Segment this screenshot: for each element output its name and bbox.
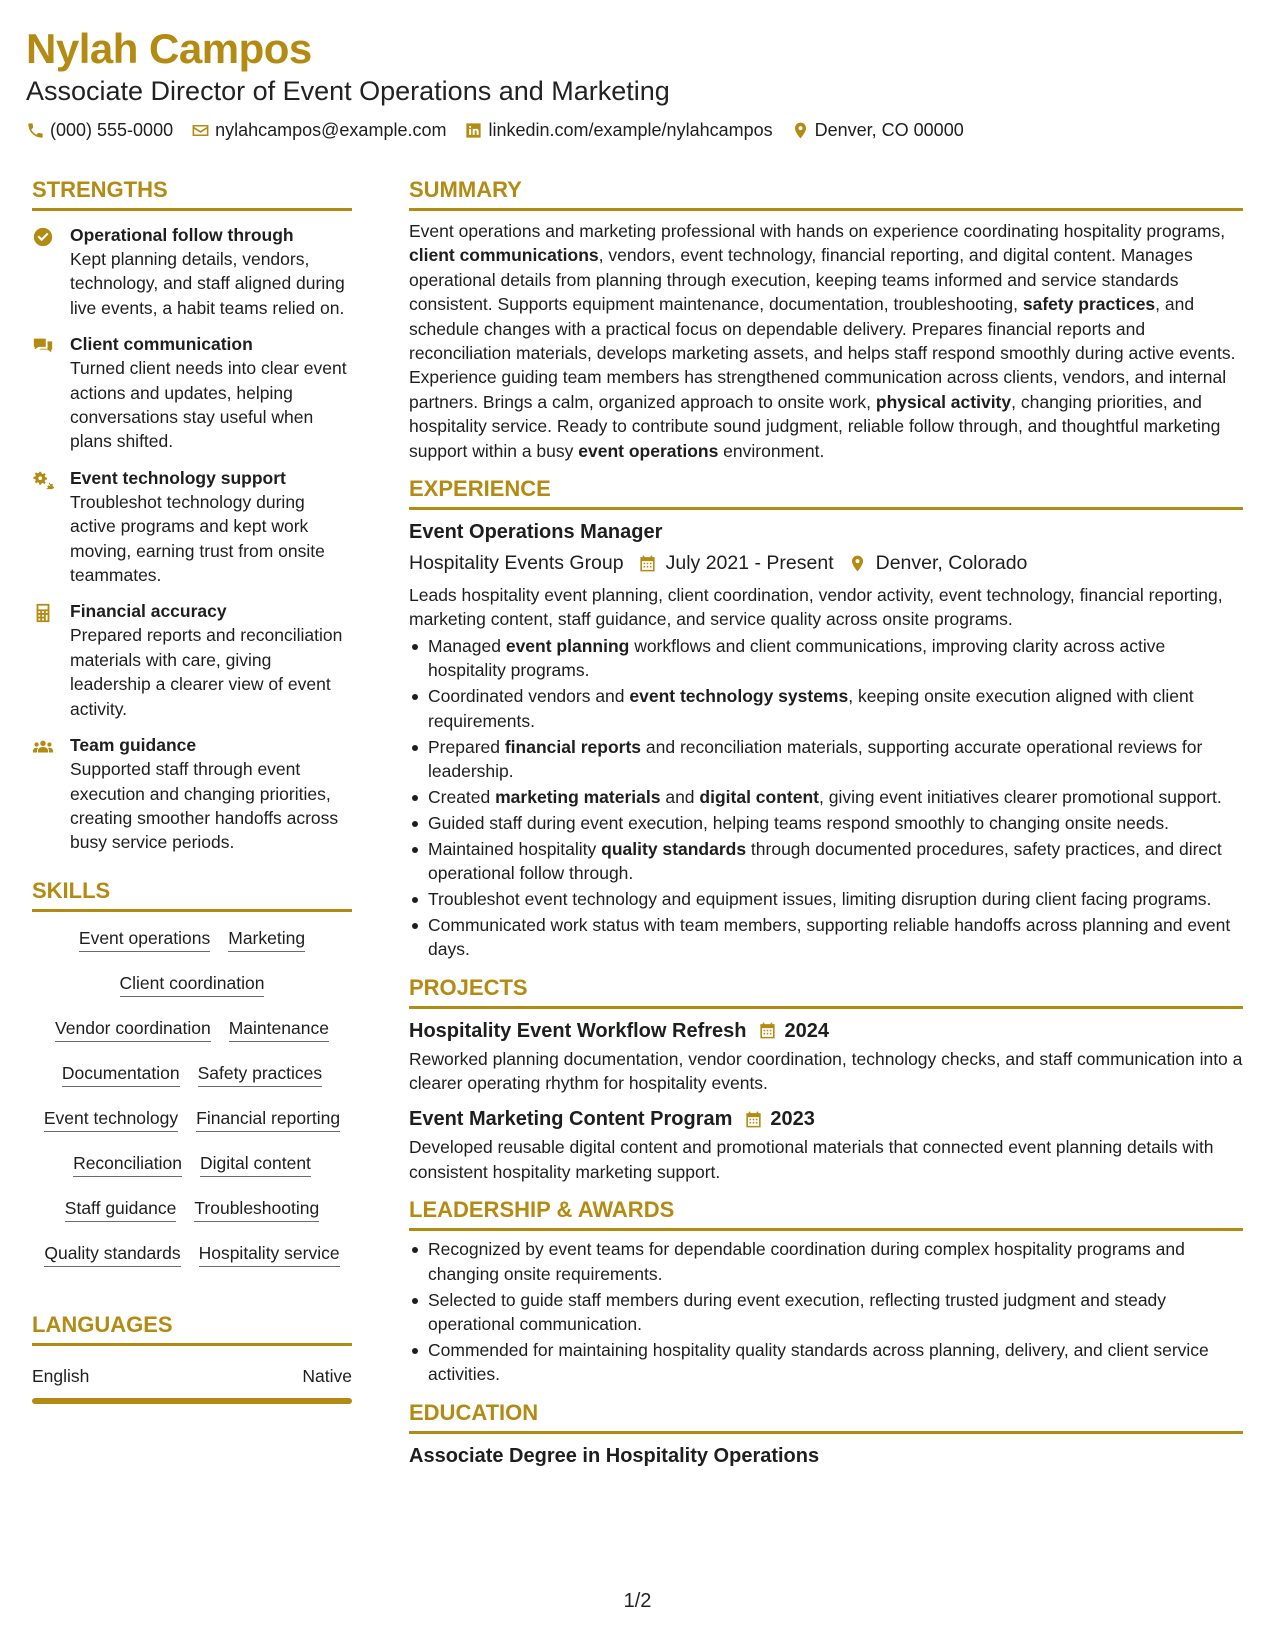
text-run: and — [660, 786, 700, 807]
strength-item — [32, 733, 352, 855]
project-year: 2023 — [770, 1108, 815, 1131]
language-name: English — [32, 1365, 90, 1386]
text-run: , vendors, event technology, financial reporting, and digital content. Manages operational details from planning through execution, keeping teams informed and service standards consistent. Supports equipment maintenance, documentation, troubleshooting, — [409, 245, 1193, 315]
emphasis-text: client communications — [409, 245, 599, 266]
job-bullet — [409, 887, 1243, 911]
candidate-title: Associate Director of Event Operations and Marketing — [26, 76, 670, 106]
project-desc: Developed reusable digital content and promotional materials that connected event planning details with consistent hospitality marketing support. — [409, 1137, 1214, 1182]
project-desc: Reworked planning documentation, vendor coordination, technology checks, and staff communication into a clearer operating rhythm for hospitality events. — [409, 1048, 1243, 1094]
calendar-icon — [638, 554, 657, 573]
skill-tag: Staff guidance — [65, 1196, 177, 1222]
skill-tag: Troubleshooting — [194, 1196, 319, 1222]
contact-phone — [26, 118, 173, 142]
emphasis-text: event operations — [578, 440, 719, 461]
job-bullet — [409, 785, 1243, 809]
language-level: Native — [302, 1365, 352, 1386]
phone-icon — [26, 121, 45, 140]
strength-name: Financial accuracy — [70, 601, 227, 622]
skill-tag: Maintenance — [229, 1016, 329, 1042]
page-indicator: 1/2 — [623, 1590, 652, 1612]
leadership-bullet: Selected to guide staff members during event execution, reflecting trusted judgment and steady operational communication. — [409, 1288, 1243, 1337]
job-company: Hospitality Events Group — [409, 552, 624, 575]
skill-tag: Event operations — [79, 926, 210, 952]
skill-tag: Hospitality service — [199, 1241, 340, 1267]
skill-tag: Quality standards — [44, 1241, 180, 1267]
job-bullet — [409, 913, 1243, 962]
text-run: , and schedule changes with a practical focus on dependable delivery. Prepares financial reports and reconciliation materials, develops marketing assets, and helps staff respond smoothly during active events. Experience guiding team members has strengthened communication across clients, vendors, and internal partners. Brings a calm, organized approach to onsite work, — [409, 294, 1236, 412]
contact-email — [191, 118, 446, 142]
job-bullet — [409, 735, 1243, 784]
text-run: Troubleshot event technology and equipment issues, limiting disruption during client facing programs. — [428, 888, 1212, 909]
emphasis-text: financial reports — [504, 736, 642, 757]
chat-bubbles-icon — [32, 335, 54, 357]
skills-list — [32, 926, 352, 1267]
leadership-bullet: Commended for maintaining hospitality quality standards across planning, delivery, and client service activities. — [409, 1338, 1243, 1387]
emphasis-text: marketing materials — [495, 786, 661, 807]
skill-tag: Vendor coordination — [55, 1016, 211, 1042]
strength-desc: Supported staff through event execution and changing priorities, creating smoother handoffs across busy service periods. — [70, 759, 339, 853]
skill-tag: Documentation — [62, 1061, 180, 1087]
strength-desc: Troubleshot technology during active programs and kept work moving, earning trust from onsite teammates. — [70, 491, 325, 586]
skill-tag: Event technology — [44, 1106, 178, 1132]
emphasis-text: physical activity — [875, 391, 1012, 412]
emphasis-text: quality standards — [601, 838, 747, 859]
emphasis-text: event technology systems — [629, 686, 849, 707]
strength-desc: Prepared reports and reconciliation materials with care, giving leadership a clearer view of event activity. — [70, 625, 343, 719]
phone-text: (000) 555-0000 — [50, 120, 174, 140]
project-name: Event Marketing Content Program — [409, 1108, 733, 1131]
strength-name: Client communication — [70, 334, 253, 355]
strength-item — [32, 599, 352, 721]
projects-heading: PROJECTS — [409, 974, 1243, 1009]
job-bullet — [409, 811, 1243, 835]
job-bullet-list — [409, 634, 1243, 962]
leadership-bullet-list — [409, 1237, 1243, 1386]
skill-tag: Digital content — [200, 1151, 311, 1177]
strength-desc: Kept planning details, vendors, technology, and staff aligned during live events, a habit teams relied on. — [70, 249, 345, 318]
education-heading: EDUCATION — [409, 1399, 1243, 1434]
text-run: , giving event initiatives clearer promotional support. — [819, 786, 1222, 807]
project-title — [409, 1105, 1243, 1133]
resume-header — [26, 24, 1246, 142]
map-pin-icon — [791, 121, 810, 140]
strength-item — [32, 466, 352, 588]
text-run: Managed — [428, 635, 506, 656]
right-column — [409, 176, 1243, 1470]
language-row — [32, 1364, 352, 1388]
contact-linkedin — [464, 118, 772, 142]
emphasis-text: digital content — [699, 786, 819, 807]
project-year: 2024 — [784, 1019, 829, 1042]
text-run: through documented procedures, safety practices, and direct operational follow through. — [428, 838, 1222, 884]
education-degree: Associate Degree in Hospitality Operations — [409, 1444, 820, 1467]
text-run: Maintained hospitality — [428, 838, 602, 859]
skill-tag: Reconciliation — [73, 1151, 182, 1177]
skill-tag: Client coordination — [120, 971, 265, 997]
strength-desc: Turned client needs into clear event actions and updates, helping conversations stay useful when plans shifted. — [70, 358, 347, 452]
skills-heading: SKILLS — [32, 877, 352, 912]
strength-item — [32, 332, 352, 454]
email-link[interactable]: nylahcampos@example.com — [215, 120, 447, 140]
linkedin-icon — [464, 121, 483, 140]
skill-tag: Financial reporting — [196, 1106, 340, 1132]
calendar-icon — [758, 1021, 777, 1040]
candidate-name: Nylah Campos — [26, 25, 312, 72]
strength-item — [32, 223, 352, 320]
calendar-icon — [744, 1110, 763, 1129]
text-run: , changing priorities, and hospitality service. Ready to contribute sound judgment, reliable follow through, and thoughtful marketing support within a busy — [409, 391, 1221, 461]
job-bullet — [409, 837, 1243, 886]
text-run: environment. — [718, 440, 825, 461]
project-name: Hospitality Event Workflow Refresh — [409, 1019, 747, 1042]
language-proficiency-bar — [32, 1398, 352, 1404]
text-run: , keeping onsite execution aligned with client requirements. — [428, 686, 1194, 731]
text-run: Coordinated vendors and — [428, 686, 630, 707]
text-run: Event operations and marketing professional with hands on experience coordinating hospitality programs, — [409, 221, 1226, 241]
strength-name: Event technology support — [70, 467, 286, 488]
emphasis-text: event planning — [505, 635, 630, 656]
contact-location — [791, 118, 964, 142]
job-location: Denver, Colorado — [875, 552, 1028, 575]
text-run: Created — [428, 786, 496, 807]
job-description: Leads hospitality event planning, client coordination, vendor activity, event technology, financial reporting, marketing content, staff guidance, and service quality across onsite programs. — [409, 585, 1223, 630]
summary-text — [409, 219, 1243, 463]
contact-row — [26, 118, 1246, 142]
users-icon — [32, 736, 54, 758]
strengths-heading: STRENGTHS — [32, 176, 352, 211]
job-meta — [409, 549, 1243, 577]
map-pin-icon — [848, 554, 867, 573]
languages-heading: LANGUAGES — [32, 1311, 352, 1346]
gears-icon — [32, 469, 54, 491]
project-title — [409, 1017, 1243, 1045]
strength-name: Operational follow through — [70, 225, 294, 245]
linkedin-link[interactable]: linkedin.com/example/nylahcampos — [488, 120, 773, 140]
text-run: Communicated work status with team members, supporting reliable handoffs across planning and event days. — [428, 914, 1231, 960]
job-dates: July 2021 - Present — [665, 552, 834, 575]
job-bullet — [409, 684, 1243, 733]
left-column — [32, 176, 352, 1404]
calculator-icon — [32, 602, 54, 624]
text-run: and reconciliation materials, supporting accurate operational reviews for leadership. — [428, 736, 1203, 781]
location-text: Denver, CO 00000 — [814, 120, 964, 140]
emphasis-text: safety practices — [1022, 294, 1156, 315]
experience-heading: EXPERIENCE — [409, 475, 1243, 510]
leadership-heading: LEADERSHIP & AWARDS — [409, 1196, 1243, 1231]
check-circle-icon — [32, 226, 54, 248]
text-run: Prepared — [428, 736, 505, 757]
job-title: Event Operations Manager — [409, 521, 663, 544]
strength-name: Team guidance — [70, 735, 197, 756]
text-run: workflows and client communications, improving clarity across active hospitality programs. — [428, 635, 1166, 681]
summary-heading: SUMMARY — [409, 176, 1243, 211]
leadership-bullet: Recognized by event teams for dependable coordination during complex hospitality programs and changing onsite requirements. — [409, 1237, 1243, 1286]
job-bullet — [409, 634, 1243, 683]
envelope-icon — [191, 121, 210, 140]
skill-tag: Marketing — [228, 926, 305, 952]
text-run: Guided staff during event execution, helping teams respond smoothly to changing onsite needs. — [428, 812, 1169, 833]
skill-tag: Safety practices — [198, 1061, 323, 1087]
